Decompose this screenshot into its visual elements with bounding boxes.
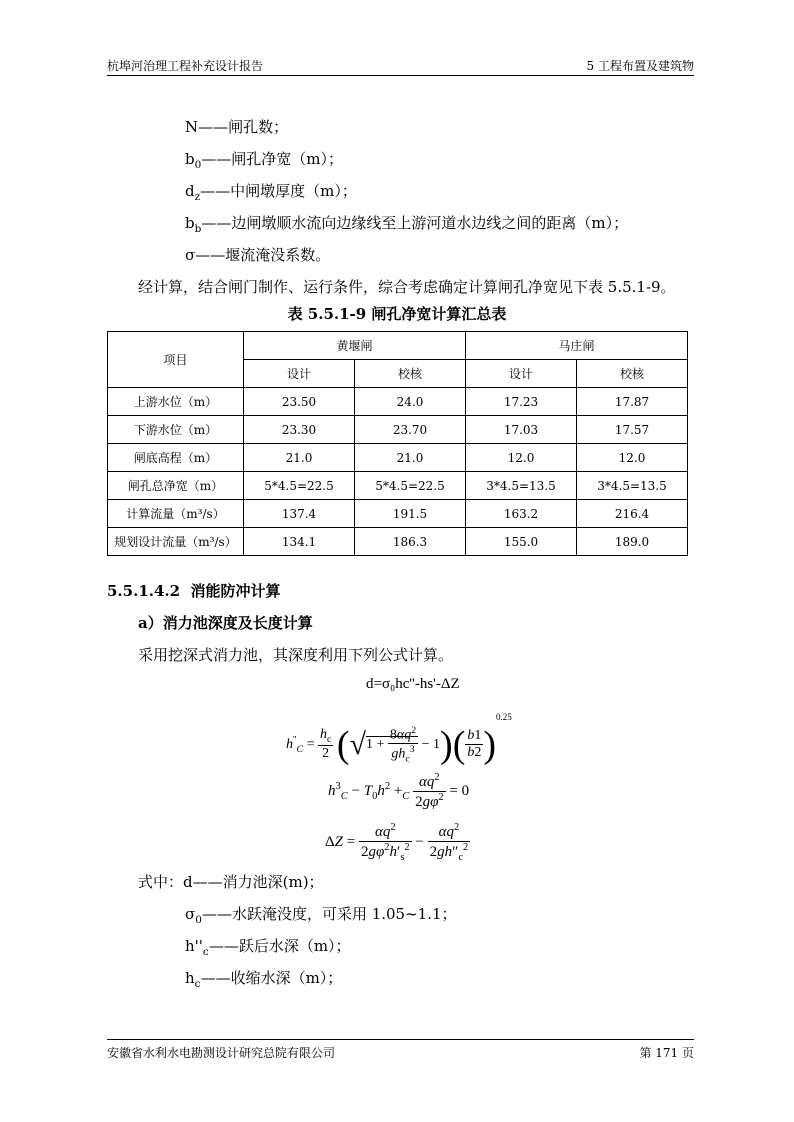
header-right: 5 工程布置及建筑物 [586, 59, 694, 73]
sub-header-design: 设计 [244, 360, 355, 388]
table-row: 闸孔总净宽（m） 5*4.5=22.5 5*4.5=22.5 3*4.5=13.5 3*4.5=13.5 [108, 472, 688, 500]
table-row: 计算流量（m³/s） 137.4 191.5 163.2 216.4 [108, 500, 688, 528]
group-mazhuang-header: 马庄闸 [466, 332, 688, 360]
footer-left: 安徽省水利水电勘测设计研究总院有限公司 [107, 1046, 336, 1060]
table-row: 下游水位（m） 23.30 23.70 17.03 17.57 [108, 416, 688, 444]
def-bb: $b_b——$边闸墩顺水流向边缘线至上游河道水边线之间的距离（m）； [185, 214, 629, 235]
sluice-width-table [107, 331, 688, 556]
def-d: 式中：d——消力池深(m)； [138, 873, 324, 891]
def-dz: $d_z——$中闸墩厚度（m）； [185, 182, 357, 203]
page-number: 第 171 页 [639, 1046, 694, 1060]
page-footer [107, 1039, 694, 1060]
col-item-header: 项目 [108, 332, 244, 388]
sub-header-check: 校核 [577, 360, 688, 388]
formula-delta-z: ΔZ = $\frac{\alpha q^2}{2g\varphi^2h'_s^2}$ − $\frac{\alpha q^2}{2gh''_c^2}$ [325, 822, 469, 863]
page-header [107, 55, 694, 76]
subsection-heading: a）消力池深度及长度计算 [138, 614, 313, 632]
formula-contracted-depth: $h^3_C - T_0h^2 +_C$ $\frac{\alpha q^2}{2g\varphi^2}$ = 0 [328, 772, 470, 810]
def-n: N——闸孔数； [185, 118, 289, 136]
table-row: 上游水位（m） 23.50 24.0 17.23 17.87 [108, 388, 688, 416]
def-hc-after: $h''_c——$跃后水深（m）； [185, 937, 351, 958]
sub-header-check: 校核 [355, 360, 466, 388]
section-heading: 5.5.1.4.2 消能防冲计算 [107, 582, 281, 600]
paragraph-conclusion: 经计算，结合闸门制作、运行条件，综合考虑确定计算闸孔净宽见下表 5.5.1-9。 [138, 278, 676, 296]
header-left: 杭埠河治理工程补充设计报告 [107, 59, 264, 73]
table-row: 规划设计流量（m³/s） 134.1 186.3 155.0 189.0 [108, 528, 688, 556]
def-hc: $h_c——$收缩水深（m）； [185, 969, 343, 990]
def-sigma0: $\sigma_0——$水跃淹没度，可采用 1.05~1.1； [185, 905, 457, 926]
sub-header-design: 设计 [466, 360, 577, 388]
paragraph-method: 采用挖深式消力池，其深度利用下列公式计算。 [138, 646, 454, 664]
def-sigma: σ——堰流淹没系数。 [185, 246, 331, 264]
def-b0: $b_0——$闸孔净宽（m）； [185, 150, 344, 171]
table-row: 闸底高程（m） 21.0 21.0 12.0 12.0 [108, 444, 688, 472]
formula-depth: d=σ₀hc''-hs'-ΔZ [366, 676, 460, 692]
formula-jump-depth: $h''_C$ = $\frac{h_c}{2}$ (√1 + $8\alpha q^2$ $gh_c^3$ − 1)( $\frac{b1}{b2}$ )$^{0.25}$ [286, 712, 512, 766]
table-caption: 表 5.5.1-9 闸孔净宽计算汇总表 [287, 305, 507, 323]
group-huangyan-header: 黄堰闸 [244, 332, 466, 360]
